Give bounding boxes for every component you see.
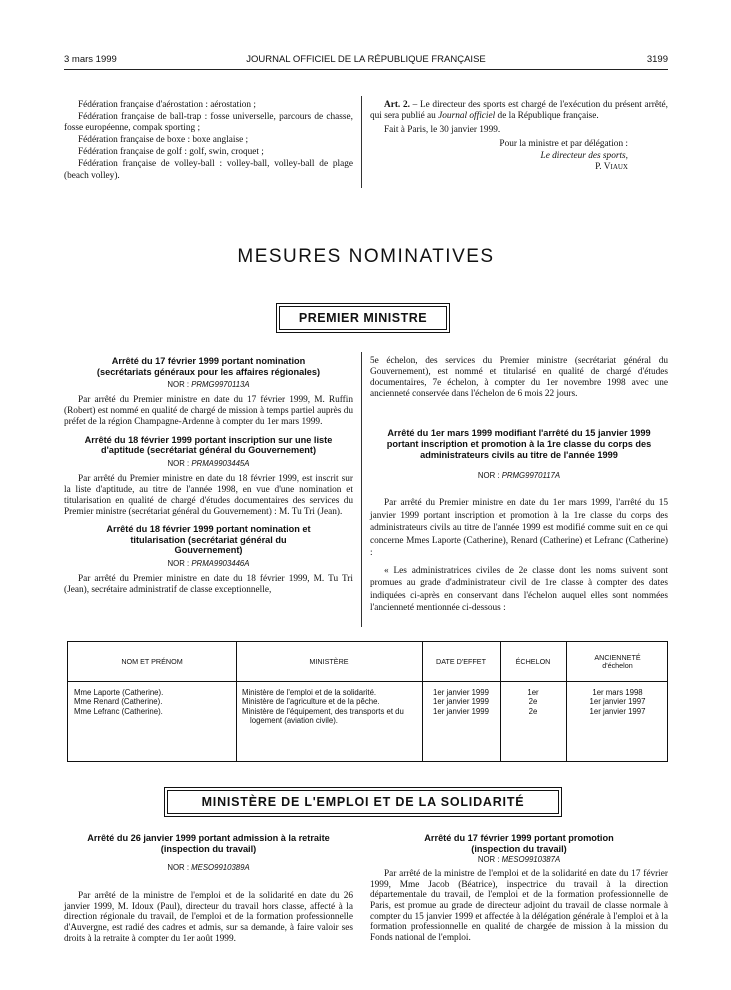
section-ministere-emploi bbox=[164, 787, 562, 817]
table-cell: 1er janvier 1999 bbox=[433, 706, 489, 716]
nor-line: NOR : PRMG9970113A bbox=[167, 380, 250, 390]
table-cell: Mme Lefranc (Catherine). bbox=[74, 706, 163, 716]
signature-block: Pour la ministre et par délégation : Le directeur des sports, P. Viaux bbox=[499, 139, 628, 173]
table-cell: 1er janvier 1997 bbox=[589, 697, 646, 707]
nor-line: NOR : PRMG9970117A bbox=[477, 471, 561, 481]
table-cell: Ministère de l'emploi et de la solidarité. bbox=[242, 688, 377, 697]
arrete-title: Arrêté du 18 février 1999 portant inscription sur une liste d'aptitude (secrétariat général du Gouvernement) bbox=[84, 434, 333, 456]
arrete-title: Arrêté du 17 février 1999 portant promotion (inspection du travail) bbox=[424, 833, 614, 854]
arrete-title: Arrêté du 18 février 1999 portant nomination et titularisation (secrétariat général du Gouvernement) bbox=[106, 524, 311, 556]
table-cell: Ministère de l'agriculture et de la pêche. bbox=[242, 697, 380, 707]
top-right-column bbox=[370, 100, 668, 174]
emploi-left-column bbox=[64, 833, 353, 944]
article-2: Art. 2. – Le directeur des sports est chargé de l'exécution du présent arrêté, qui sera publié au Journal officiel de la République française. bbox=[370, 100, 668, 122]
table-cell: logement (aviation civile). bbox=[250, 716, 338, 726]
table-column-ministere bbox=[242, 688, 420, 726]
page-title: MESURES NOMINATIVES bbox=[237, 246, 495, 267]
table-cell: 1er janvier 1999 bbox=[433, 697, 489, 707]
arrete-title: Arrêté du 17 février 1999 portant nomination (secrétariats généraux pour les affaires régionales) bbox=[96, 356, 321, 377]
nor-line: NOR : MESO9910387A bbox=[477, 855, 561, 865]
header-date: 3 mars 1999 bbox=[64, 54, 117, 65]
paragraph: Fédération française d'aérostation : aérostation ; bbox=[78, 100, 256, 110]
running-header bbox=[64, 54, 668, 70]
table-cell: 1er mars 1998 bbox=[592, 688, 643, 697]
pm-left-column bbox=[64, 356, 353, 596]
column-separator bbox=[361, 96, 362, 188]
arrete-text: Par arrêté du Premier ministre en date du 18 février 1999, M. Tu Tri (Jean), secrétaire administratif de classe exceptionnelle, bbox=[64, 574, 353, 596]
arrete-text-continued: 5e échelon, des services du Premier ministre (secrétariat général du Gouvernement), est nommé et titularisé en qualité de chargé d'études documentaires, 7e échelon, à compter du 1er novembre 1998 avec une ancienneté conservée dans l'échelon de 6 mois 22 jours. bbox=[370, 356, 668, 400]
nor-line: NOR : PRMA9903446A bbox=[167, 559, 250, 568]
arrete-text: Par arrêté du Premier ministre en date du 17 février 1999, M. Ruffin (Robert) est nommé en qualité de chargé de mission à temps partiel auprès du préfet de la région Champagne-Ardenne à compter du 1er mars 1999. bbox=[64, 395, 353, 428]
arrete-text: « Les administratrices civiles de 2e classe dont les noms suivent sont promues au grade d'administrateur civil de 1re classe à compter des dates indiquées ci-après en conservant dans l'échelon auquel elles sont nommées l'ancienneté mentionnée ci-dessous : bbox=[370, 565, 668, 614]
arrete-text: Par arrêté du Premier ministre en date du 18 février 1999, est inscrit sur la liste d'aptitude, au titre de l'année 1998, en vue d'une nomination et titularisation en qualité de chargé d'études documentaires des services du Premier ministre (secrétariat général du Gouvernement) : M. Tu Tri (Jean). bbox=[64, 473, 353, 518]
table-cell: 1er janvier 1999 bbox=[433, 688, 489, 697]
paragraph: Fédération française de volley-ball : volley-ball, volley-ball de plage (beach volley). bbox=[64, 159, 353, 181]
pm-right-column bbox=[370, 356, 668, 615]
table-header-cell: ÉCHELON bbox=[515, 657, 551, 666]
table-cell: Ministère de l'équipement, des transports et du bbox=[242, 706, 404, 716]
table-header-cell: MINISTÈRE bbox=[309, 657, 349, 666]
table-cell: 1er bbox=[527, 688, 539, 697]
table-cell: Mme Laporte (Catherine). bbox=[74, 688, 164, 697]
arrete-title: Arrêté du 26 janvier 1999 portant admission à la retraite (inspection du travail) bbox=[87, 833, 330, 854]
table-cell: Mme Renard (Catherine). bbox=[74, 697, 163, 707]
section-premier-ministre bbox=[276, 303, 450, 333]
emploi-right-column bbox=[370, 833, 668, 943]
arrete-text: Par arrêté du Premier ministre en date du 1er mars 1999, l'arrêté du 15 janvier 1999 portant inscription et promotion à la 1re classe du corps des administrateurs civils au titre de l'année 1999 est modifié comme suit en ce qui concerne Mmes Laporte (Catherine), Renard (Catherine) et Lefranc (Catherine) : bbox=[370, 498, 668, 559]
table-cell: 2e bbox=[528, 706, 538, 716]
table-column-date bbox=[422, 688, 500, 716]
header-page-number: 3199 bbox=[646, 54, 668, 65]
article-label: Art. 2. bbox=[384, 100, 410, 110]
fait-line: Fait à Paris, le 30 janvier 1999. bbox=[384, 125, 501, 136]
paragraph: Fédération française de golf : golf, swin, croquet ; bbox=[78, 147, 264, 158]
table-header-cell: DATE D'EFFET bbox=[436, 657, 486, 666]
promotion-table bbox=[67, 641, 668, 762]
paragraph: Fédération française de boxe : boxe anglaise ; bbox=[78, 135, 249, 146]
table-column-names bbox=[74, 688, 234, 716]
arrete-text: Par arrêté de la ministre de l'emploi et de la solidarité en date du 17 février 1999, Mme Jacob (Béatrice), inspectrice du travail à la direction départementale du travail, de l'emploi et de la formation professionnelle de Paris, est promue au grade de directeur adjoint du travail de classe normale à compter du 15 janvier 1999 et affectée à la délégation générale à l'emploi et à la formation professionnelle en qualité de chargée de mission à la mission du Fonds national de l'emploi. bbox=[370, 869, 668, 943]
header-rule bbox=[64, 69, 668, 70]
section-title: MINISTÈRE DE L'EMPLOI ET DE LA SOLIDARITÉ bbox=[167, 790, 559, 814]
column-separator bbox=[361, 352, 362, 627]
arrete-text: Par arrêté de la ministre de l'emploi et de la solidarité en date du 26 janvier 1999, M. Idoux (Paul), directeur du travail hors classe, affecté à la direction régionale du travail, de l'emploi et de la formation professionnelle d'Auvergne, est radié des cadres et admis, sur sa demande, à faire valoir ses droits à la retraite à compter du 1er août 1999. bbox=[64, 891, 353, 944]
table-header-cell: ANCIENNETÉ d'échelon bbox=[594, 653, 641, 670]
header-journal-title: JOURNAL OFFICIEL DE LA RÉPUBLIQUE FRANÇAISE bbox=[246, 54, 486, 65]
nor-line: NOR : PRMA9903445A bbox=[167, 458, 250, 468]
table-cell: 1er janvier 1997 bbox=[589, 706, 646, 716]
arrete-title: Arrêté du 1er mars 1999 modifiant l'arrêté du 15 janvier 1999 portant inscription et promotion à la 1re classe du corps des administrateurs civils au titre de l'année 1999 bbox=[386, 428, 652, 460]
paragraph: Fédération française de ball-trap : fosse universelle, parcours de chasse, fosse européenne, compak sporting ; bbox=[64, 112, 353, 134]
table-column-anciennete bbox=[566, 688, 669, 716]
top-left-column bbox=[64, 100, 353, 182]
section-title: PREMIER MINISTRE bbox=[279, 306, 447, 330]
table-column-echelon bbox=[500, 688, 566, 716]
table-cell: 2e bbox=[528, 697, 538, 707]
nor-line: NOR : MESO9910389A bbox=[167, 863, 250, 873]
table-header-cell: NOM ET PRÉNOM bbox=[121, 657, 183, 666]
